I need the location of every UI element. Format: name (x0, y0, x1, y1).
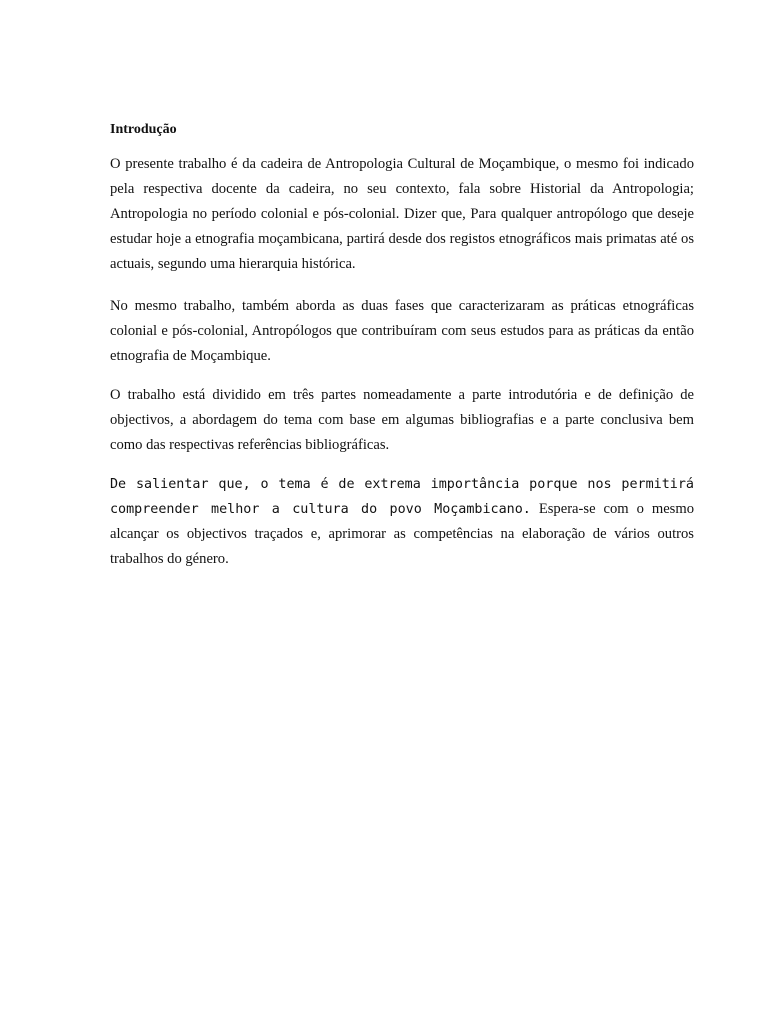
section-heading: Introdução (110, 122, 177, 137)
paragraph-3: O trabalho está dividido em três partes nomeadamente a parte introdutória e de definição de objectivos, a abordagem do tema com base em algumas bibliografias e a parte conclusiva bem como das respectivas referências bibliográficas. (110, 387, 694, 453)
paragraph-4-emphasis: De salientar que, o tema é de extrema importância porque nos permitirá compreender melhor a cultura do povo Moçambicano. (110, 477, 694, 517)
document-body (110, 120, 694, 586)
paragraph-1: O presente trabalho é da cadeira de Antropologia Cultural de Moçambique, o mesmo foi indicado pela respectiva docente da cadeira, no seu contexto, fala sobre Historial da Antropologia; Antropologia no período colonial e pós-colonial. Dizer que, Para qualquer antropólogo que deseje estudar hoje a etnografia moçambicana, partirá desde dos registos etnográficos mais primatas até os actuais, segundo uma hierarquia histórica. (110, 156, 694, 272)
paragraph-4-rest: Espera-se com o mesmo alcançar os objectivos traçados e, aprimorar as competências na elaboração de vários outros trabalhos do género. (110, 501, 694, 567)
paragraph-4 (110, 472, 694, 572)
paragraph-2: No mesmo trabalho, também aborda as duas fases que caracterizaram as práticas etnográficas colonial e pós-colonial, Antropólogos que contribuíram com seus estudos para as práticas da então etnografia de Moçambique. (110, 298, 694, 364)
